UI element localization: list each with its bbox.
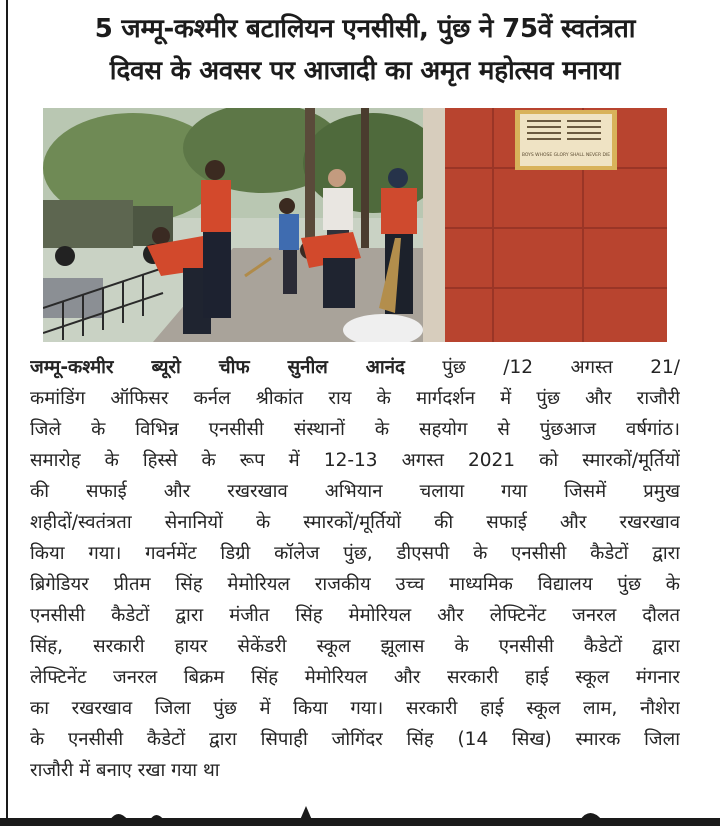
dateline: पुंछ /12 अगस्त 21/	[404, 357, 680, 378]
page-edge	[0, 818, 720, 826]
plaque-text: BOYS WHOSE GLORY SHALL NEVER DIE	[521, 153, 611, 158]
article-line: सिंह, सरकारी हायर सेकेंडरी स्कूल झूलास के एनसीसी कैडेटों द्वारा	[30, 636, 680, 657]
article-line: के एनसीसी कैडेटों द्वारा सिपाही जोगिंदर सिंह (14 सिख) स्मारक जिला	[30, 729, 680, 750]
article-body	[30, 352, 680, 786]
article-line: किया गया। गवर्नमेंट डिग्री कॉलेज पुंछ, डीएसपी के एनसीसी कैडेटों द्वारा	[30, 543, 680, 564]
column-rule	[6, 0, 8, 820]
article-line: एनसीसी कैडेटों द्वारा मंजीत सिंह मेमोरियल और लेफ्टिनेंट जनरल दौलत	[30, 605, 680, 626]
article-line: शहीदों/स्वतंत्रता सेनानियों के स्मारकों/मूर्तियों की सफाई और रखरखाव	[30, 512, 680, 533]
news-photo	[43, 108, 667, 342]
article-line: ब्रिगेडियर प्रीतम सिंह मेमोरियल राजकीय उच्च माध्यमिक विद्यालय पुंछ के	[30, 574, 680, 595]
article-line: कमांडिंग ऑफिसर कर्नल श्रीकांत राय के मार्गदर्शन में पुंछ और राजौरी	[30, 388, 680, 409]
byline: जम्मू-कश्मीर ब्यूरो चीफ सुनील आनंद	[30, 357, 405, 378]
news-photo-illustration	[43, 108, 667, 342]
headline-line-1: 5 जम्मू-कश्मीर बटालियन एनसीसी, पुंछ ने 75वें स्वतंत्रता	[94, 14, 636, 44]
article-line: जिले के विभिन्न एनसीसी संस्थानों के सहयोग से पुंछआज वर्षगांठ।	[30, 419, 680, 440]
headline-line-2: दिवस के अवसर पर आजादी का अमृत महोत्सव मनाया	[109, 56, 621, 86]
article-line: का रखरखाव जिला पुंछ में किया गया। सरकारी हाई स्कूल लाम, नौशेरा	[30, 698, 680, 719]
article-line: की सफाई और रखरखाव अभियान चलाया गया जिसमें प्रमुख	[30, 481, 680, 502]
article-line: लेफ्टिनेंट जनरल बिक्रम सिंह मेमोरियल और सरकारी हाई स्कूल मंगनार	[30, 667, 680, 688]
article-line	[30, 352, 680, 383]
article-line: समारोह के हिस्से के रूप में 12-13 अगस्त 2021 को स्मारकों/मूर्तियों	[30, 450, 680, 471]
headline	[20, 8, 710, 92]
article-line: राजौरी में बनाए रखा गया था	[30, 760, 220, 781]
